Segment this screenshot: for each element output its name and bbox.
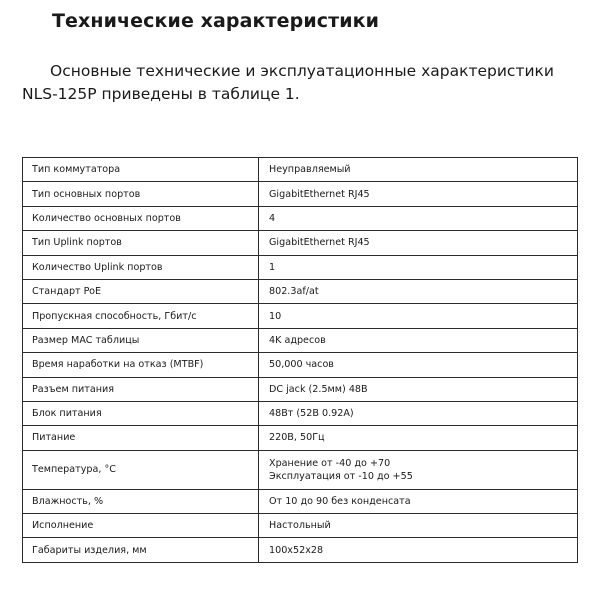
- table-row: [23, 450, 578, 489]
- table-row: [23, 328, 578, 352]
- value-cell: [259, 489, 578, 513]
- value-line: 4K адресов: [269, 334, 326, 346]
- value-cell: [259, 182, 578, 206]
- spec-table-body: [23, 158, 578, 563]
- value-line: 100x52x28: [269, 544, 324, 556]
- value-line: От 10 до 90 без конденсата: [269, 495, 411, 507]
- table-row: [23, 279, 578, 303]
- table-row: [23, 158, 578, 182]
- value-cell: [259, 450, 578, 489]
- value-line: 802.3af/at: [269, 286, 319, 298]
- value-line: 10: [269, 310, 282, 322]
- value-cell: [259, 514, 578, 538]
- param-cell: Тип основных портов: [23, 182, 259, 206]
- param-cell: Исполнение: [23, 514, 259, 538]
- param-cell: Количество основных портов: [23, 206, 259, 230]
- param-cell: Размер MAC таблицы: [23, 328, 259, 352]
- value-cell: [259, 304, 578, 328]
- param-cell: Тип коммутатора: [23, 158, 259, 182]
- table-row: [23, 353, 578, 377]
- value-cell: [259, 401, 578, 425]
- table-row: [23, 377, 578, 401]
- value-cell: [259, 377, 578, 401]
- value-line: 1: [269, 261, 276, 273]
- param-cell: Стандарт PoE: [23, 279, 259, 303]
- value-cell: [259, 538, 578, 562]
- value-line: Эксплуатация от -10 до +55: [269, 470, 413, 482]
- value-cell: [259, 279, 578, 303]
- value-line: 50,000 часов: [269, 359, 334, 371]
- value-line: Настольный: [269, 520, 331, 532]
- param-cell: Питание: [23, 426, 259, 450]
- table-row: [23, 182, 578, 206]
- table-row: [23, 514, 578, 538]
- param-cell: Тип Uplink портов: [23, 231, 259, 255]
- value-cell: [259, 426, 578, 450]
- value-line: DC jack (2.5мм) 48В: [269, 383, 368, 395]
- param-cell: Разъем питания: [23, 377, 259, 401]
- table-row: [23, 255, 578, 279]
- section-heading: Технические характеристики: [52, 10, 380, 32]
- value-line: GigabitEthernet RJ45: [269, 237, 370, 249]
- param-cell: Блок питания: [23, 401, 259, 425]
- param-cell: Время наработки на отказ (MTBF): [23, 353, 259, 377]
- intro-paragraph: Основные технические и эксплуатационные характеристики NLS-125P приведены в таблице 1.: [22, 62, 554, 103]
- value-line: 48Вт (52В 0.92А): [269, 408, 354, 420]
- value-line: 220В, 50Гц: [269, 432, 325, 444]
- value-cell: [259, 231, 578, 255]
- param-cell: Габариты изделия, мм: [23, 538, 259, 562]
- table-row: [23, 538, 578, 562]
- value-line: GigabitEthernet RJ45: [269, 188, 370, 200]
- table-row: [23, 206, 578, 230]
- spec-table: [22, 157, 578, 563]
- param-cell: Пропускная способность, Гбит/с: [23, 304, 259, 328]
- value-cell: [259, 158, 578, 182]
- value-cell: [259, 255, 578, 279]
- value-line: 4: [269, 212, 276, 224]
- param-cell: Количество Uplink портов: [23, 255, 259, 279]
- value-line: Неуправляемый: [269, 164, 351, 176]
- param-cell: Влажность, %: [23, 489, 259, 513]
- table-row: [23, 489, 578, 513]
- value-cell: [259, 353, 578, 377]
- value-cell: [259, 328, 578, 352]
- table-row: [23, 304, 578, 328]
- table-row: [23, 426, 578, 450]
- value-cell: [259, 206, 578, 230]
- table-row: [23, 401, 578, 425]
- param-cell: Температура, °С: [23, 450, 259, 489]
- value-line: Хранение от -40 до +70: [269, 457, 391, 469]
- table-row: [23, 231, 578, 255]
